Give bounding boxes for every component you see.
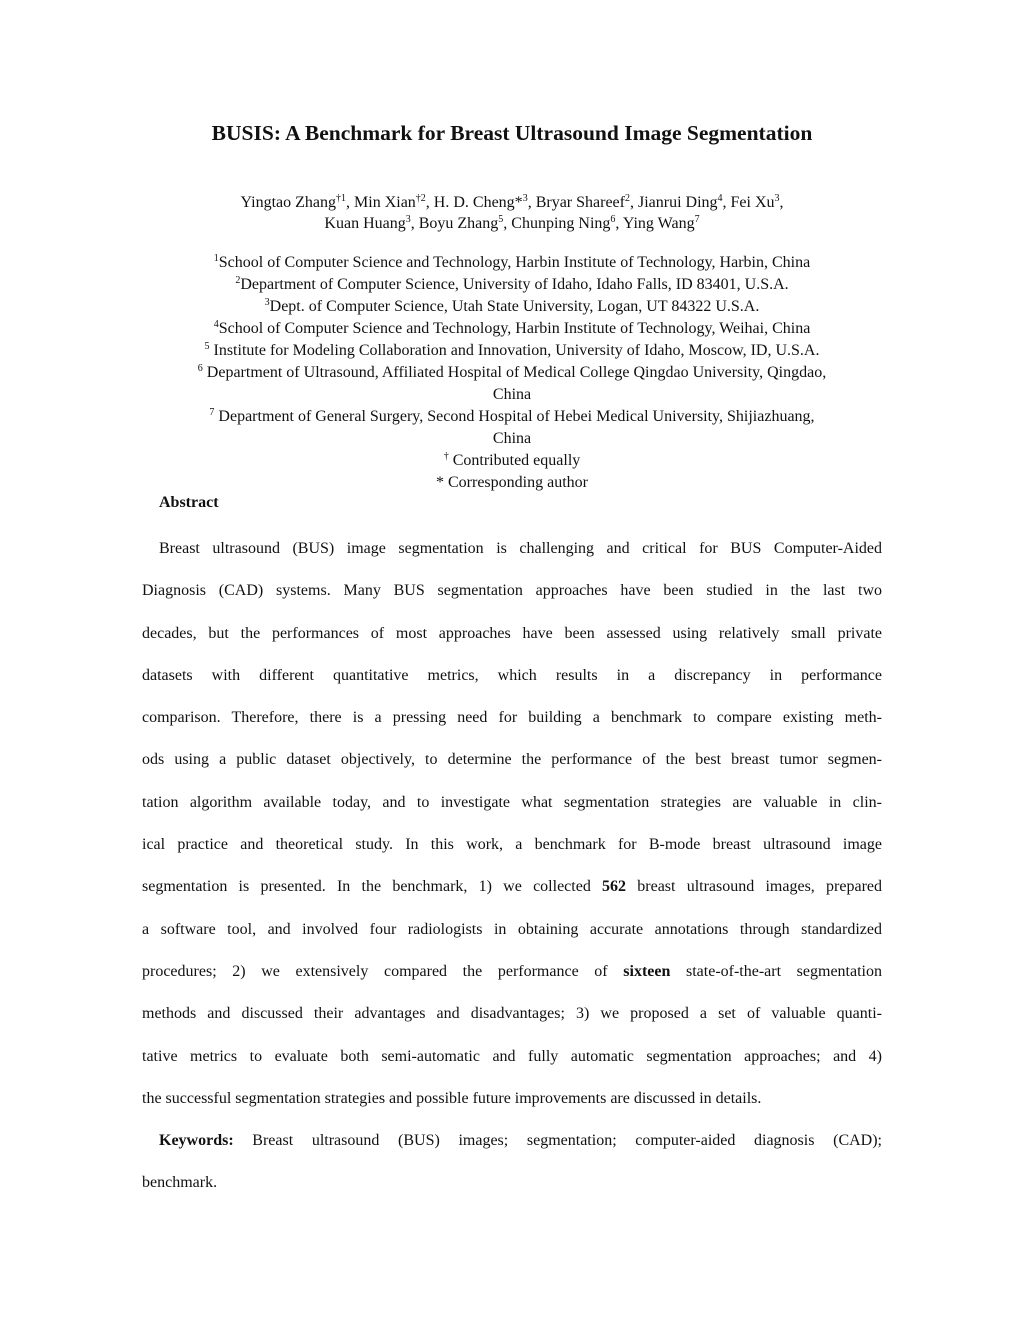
author-name: Bryar Shareef xyxy=(535,194,625,211)
author-sep: , xyxy=(503,215,512,232)
author-name: Chunping Ning xyxy=(511,215,611,232)
affiliation-text: Department of Computer Science, University of Idaho, Idaho Falls, ID 83401, U.S.A. xyxy=(240,276,789,293)
abstract-line xyxy=(142,951,882,993)
affiliation-text: Institute for Modeling Collaboration and Innovation, University of Idaho, Moscow, ID, U.S.A. xyxy=(209,342,820,359)
author-name: Jianrui Ding xyxy=(637,194,718,211)
author-list xyxy=(0,192,1024,234)
author-affil-sup: 3 xyxy=(405,214,411,225)
affiliation-4 xyxy=(0,318,1024,340)
author-line-1 xyxy=(0,192,1024,213)
abstract-line: datasets with different quantitative metrics, which results in a discrepancy in performance xyxy=(142,666,882,684)
author-sep: , xyxy=(615,215,623,232)
affiliation-text: Dept. of Computer Science, Utah State University, Logan, UT 84322 U.S.A. xyxy=(269,298,760,315)
author-sep: , xyxy=(779,194,784,211)
abstract-text-run: breast ultrasound images, prepared xyxy=(626,878,883,896)
keywords-label: Keywords: xyxy=(159,1132,234,1149)
author-sep: , xyxy=(527,194,536,211)
author-affil-sup: †1 xyxy=(336,193,347,204)
abstract-line: decades, but the performances of most approaches have been assessed using relatively small private xyxy=(142,624,882,642)
abstract-line: the successful segmentation strategies and possible future improvements are discussed in details. xyxy=(142,1089,762,1107)
keywords-line xyxy=(142,1120,882,1162)
image-count-bold: 562 xyxy=(602,878,627,896)
affiliation-sup: 5 xyxy=(204,341,210,352)
note-text: Contributed equally xyxy=(448,452,581,469)
affiliation-6 xyxy=(0,362,1024,384)
affiliation-sup: 3 xyxy=(264,297,270,308)
affiliation-text: Department of General Surgery, Second Hospital of Hebei Medical University, Shijiazhuang, xyxy=(214,408,815,425)
affiliation-7 xyxy=(0,406,1024,428)
keywords xyxy=(142,1120,882,1205)
keywords-line: benchmark. xyxy=(142,1174,218,1192)
author-affil-sup: 5 xyxy=(498,214,504,225)
affiliation-6-cont: China xyxy=(492,386,532,403)
author-affil-sup: 6 xyxy=(610,214,616,225)
affiliation-7-cont: China xyxy=(492,430,532,447)
dagger-sup: † xyxy=(443,451,449,462)
author-name: Boyu Zhang xyxy=(418,215,499,232)
author-affil-sup: 3 xyxy=(774,193,780,204)
author-sep: , xyxy=(722,194,731,211)
abstract-text xyxy=(142,528,882,1120)
abstract-line: Breast ultrasound (BUS) image segmentation is challenging and critical for BUS Computer-Aided xyxy=(159,540,882,557)
abstract-line: Diagnosis (CAD) systems. Many BUS segmentation approaches have been studied in the last two xyxy=(142,582,882,600)
affiliation-text: School of Computer Science and Technology, Harbin Institute of Technology, Harbin, China xyxy=(218,254,811,271)
corresponding-author-note: * Corresponding author xyxy=(436,474,588,491)
abstract-heading: Abstract xyxy=(159,494,219,511)
author-affil-sup: †2 xyxy=(415,193,426,204)
affiliation-2 xyxy=(0,274,1024,296)
author-name: Ying Wang xyxy=(622,215,695,232)
affiliation-3 xyxy=(0,296,1024,318)
author-sep: , xyxy=(629,194,638,211)
abstract-line: ical practice and theoretical study. In this work, a benchmark for B-mode breast ultrasound image xyxy=(142,836,882,854)
abstract-line: ods using a public dataset objectively, to determine the performance of the best breast tumor segmen- xyxy=(142,751,882,769)
affiliation-sup: 6 xyxy=(197,363,203,374)
affiliation-sup: 2 xyxy=(235,275,241,286)
author-name: H. D. Cheng* xyxy=(433,194,523,211)
author-sep: , xyxy=(346,194,355,211)
contributed-equally-note xyxy=(0,450,1024,472)
affiliation-sup: 1 xyxy=(213,253,219,264)
author-affil-sup: 2 xyxy=(624,193,630,204)
abstract-line: tation algorithm available today, and to investigate what segmentation strategies are valuable in clin- xyxy=(142,793,882,811)
keywords-text: Breast ultrasound (BUS) images; segmentation; computer-aided diagnosis (CAD); xyxy=(233,1132,882,1149)
affiliation-list xyxy=(0,252,1024,494)
abstract-text-run: segmentation is presented. In the benchmark, 1) we collected xyxy=(142,878,603,896)
method-count-bold: sixteen xyxy=(623,962,671,980)
abstract-text-run: state-of-the-art segmentation xyxy=(670,962,882,980)
affiliation-text: Department of Ultrasound, Affiliated Hospital of Medical College Qingdao University, Qingdao, xyxy=(202,364,827,381)
author-name: Fei Xu xyxy=(730,194,775,211)
paper-title: BUSIS: A Benchmark for Breast Ultrasound Image Segmentation xyxy=(211,121,813,145)
author-name: Yingtao Zhang xyxy=(240,194,337,211)
abstract-line: tative metrics to evaluate both semi-automatic and fully automatic segmentation approaches; and 4) xyxy=(142,1047,882,1065)
affiliation-5 xyxy=(0,340,1024,362)
author-affil-sup: 4 xyxy=(717,193,723,204)
author-affil-sup: 3 xyxy=(522,193,528,204)
abstract-line: comparison. Therefore, there is a pressing need for building a benchmark to compare existing meth- xyxy=(142,709,882,727)
author-name: Min Xian xyxy=(354,194,416,211)
author-sep: , xyxy=(410,215,419,232)
author-name: Kuan Huang xyxy=(324,215,406,232)
abstract-line: methods and discussed their advantages and disadvantages; 3) we proposed a set of valuable quanti- xyxy=(142,1005,882,1023)
author-line-2 xyxy=(0,213,1024,234)
affiliation-text: School of Computer Science and Technology, Harbin Institute of Technology, Weihai, China xyxy=(218,320,811,337)
author-sep: , xyxy=(425,194,434,211)
author-affil-sup: 7 xyxy=(694,214,700,225)
affiliation-sup: 4 xyxy=(213,319,219,330)
abstract-text-run: procedures; 2) we extensively compared the performance of xyxy=(142,962,624,980)
abstract-line: a software tool, and involved four radiologists in obtaining accurate annotations through standardized xyxy=(142,920,882,938)
affiliation-sup: 7 xyxy=(209,407,215,418)
affiliation-1 xyxy=(0,252,1024,274)
abstract-line xyxy=(142,866,882,908)
